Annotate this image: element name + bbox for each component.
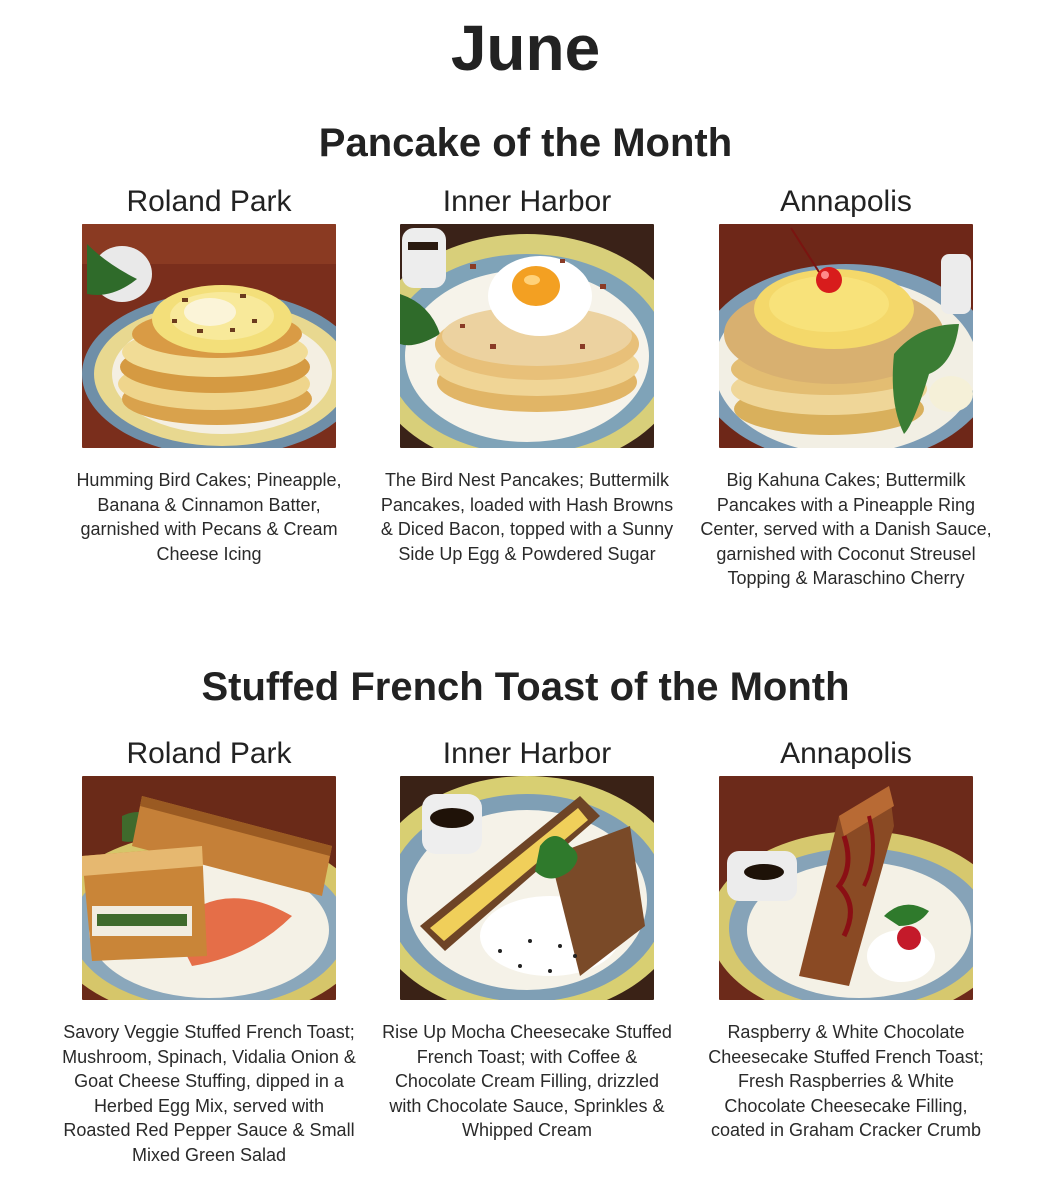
menu-card-french-toast-roland-park <box>59 736 359 1167</box>
veggie-stuffed-french-toast-photo <box>82 776 336 1000</box>
section-title-french-toast: Stuffed French Toast of the Month <box>201 665 850 709</box>
menu-item-description: Raspberry & White Chocolate Cheesecake Stuffed French Toast; Fresh Raspberries & White Chocolate Cheesecake Filling, coated in Graham Cracker Crumb <box>708 1022 984 1140</box>
raspberry-cheesecake-french-toast-photo <box>719 776 973 1000</box>
menu-card-pancake-roland-park <box>59 184 359 566</box>
menu-item-description: Rise Up Mocha Cheesecake Stuffed French Toast; with Coffee & Chocolate Cream Filling, drizzled with Chocolate Sauce, Sprinkles & Whipped Cream <box>382 1022 672 1140</box>
location-label: Annapolis <box>780 737 912 770</box>
mocha-cheesecake-french-toast-photo <box>400 776 654 1000</box>
location-label: Roland Park <box>126 737 292 770</box>
menu-item-description: Big Kahuna Cakes; Buttermilk Pancakes with a Pineapple Ring Center, served with a Danish Sauce, garnished with Coconut Streusel Topping & Maraschino Cherry <box>700 470 992 588</box>
menu-item-description: The Bird Nest Pancakes; Buttermilk Pancakes, loaded with Hash Browns & Diced Bacon, topped with a Sunny Side Up Egg & Powdered Sugar <box>380 470 674 564</box>
location-label: Annapolis <box>780 185 912 218</box>
pancake-stack-fried-egg-photo <box>400 224 654 448</box>
location-label: Inner Harbor <box>442 737 612 770</box>
menu-item-description: Humming Bird Cakes; Pineapple, Banana & Cinnamon Batter, garnished with Pecans & Cream Cheese Icing <box>76 470 342 564</box>
menu-item-description: Savory Veggie Stuffed French Toast; Mushroom, Spinach, Vidalia Onion & Goat Cheese Stuffing, dipped in a Herbed Egg Mix, served with Roasted Red Pepper Sauce & Small Mixed Green Salad <box>62 1022 356 1165</box>
pancake-stack-pineapple-banana-photo <box>82 224 336 448</box>
pancake-stack-pineapple-cherry-photo <box>719 224 973 448</box>
menu-card-pancake-inner-harbor <box>377 184 677 566</box>
menu-card-french-toast-inner-harbor <box>377 736 677 1143</box>
page-title: June <box>450 12 601 84</box>
menu-card-french-toast-annapolis <box>696 736 996 1143</box>
section-title-pancake: Pancake of the Month <box>318 121 733 165</box>
location-label: Roland Park <box>126 185 292 218</box>
location-label: Inner Harbor <box>442 185 612 218</box>
menu-card-pancake-annapolis <box>696 184 996 591</box>
